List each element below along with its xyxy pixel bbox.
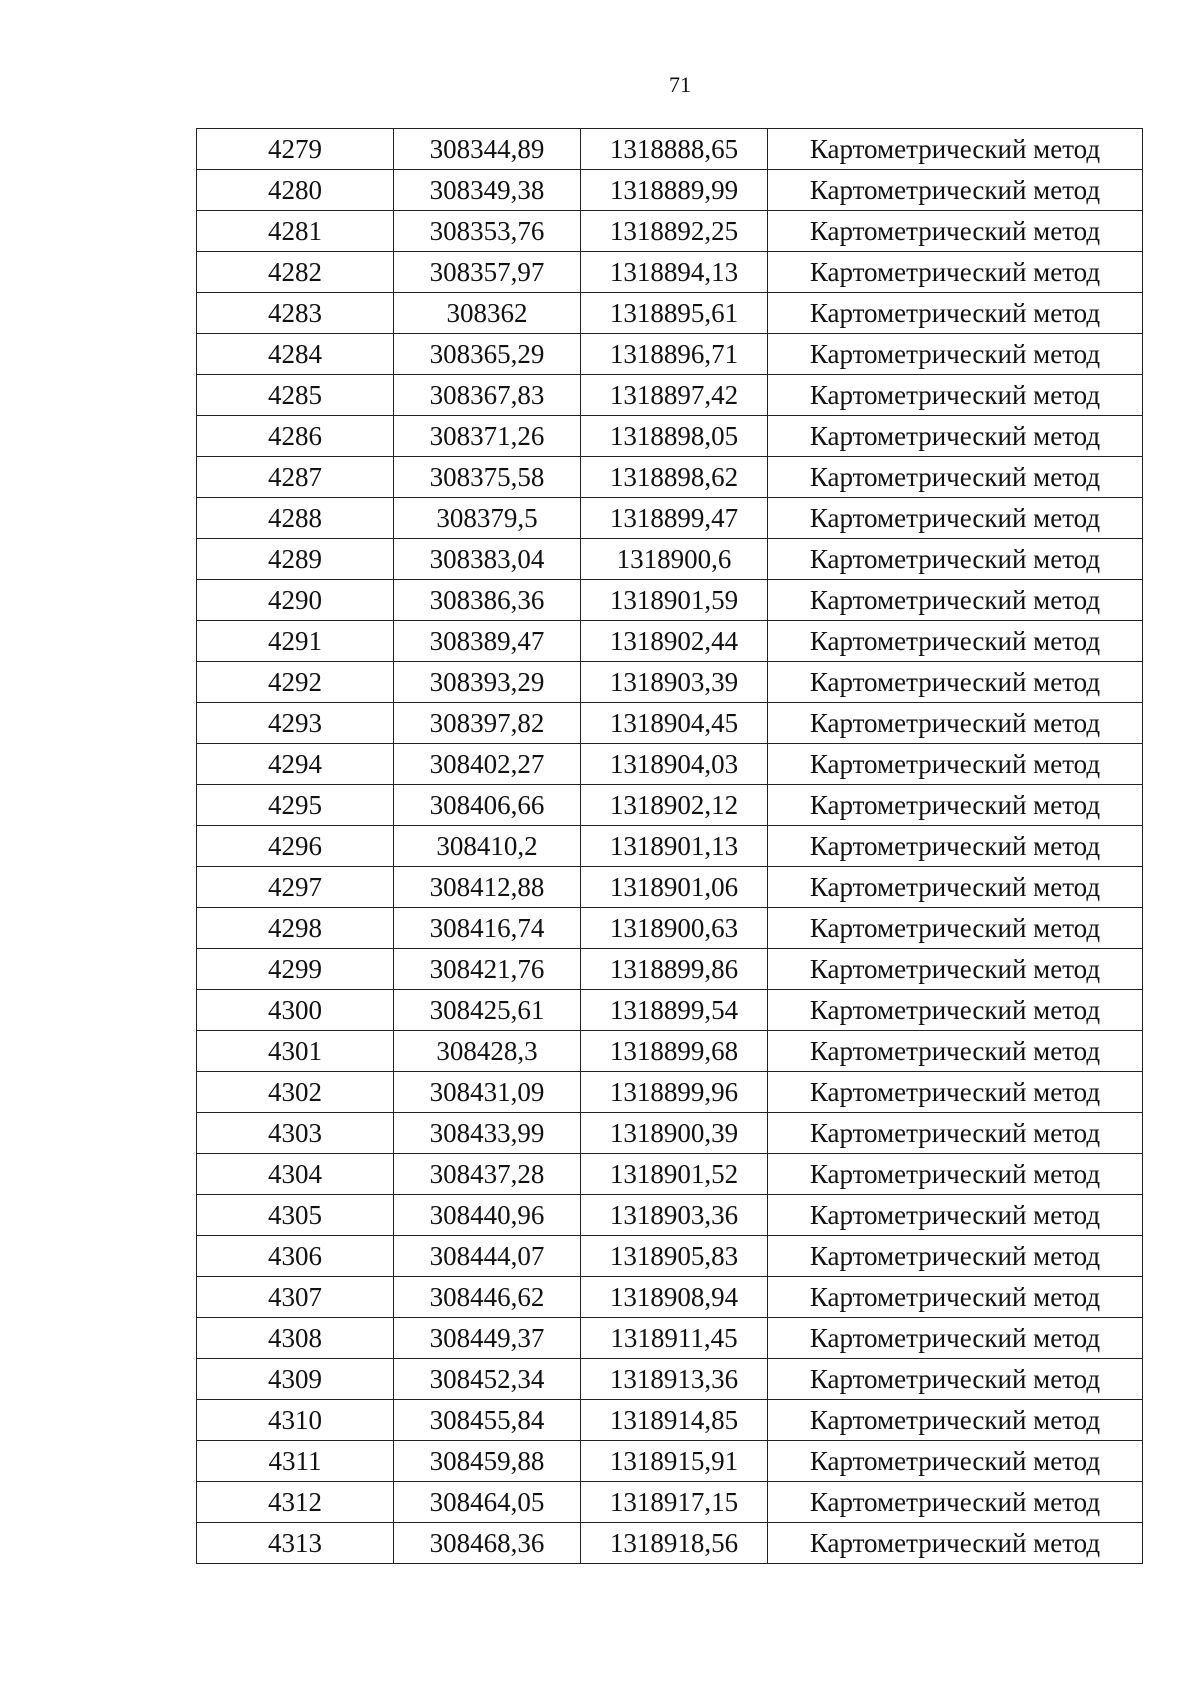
method-cell: Картометрический метод — [768, 1195, 1143, 1236]
y-coordinate-cell: 1318901,59 — [581, 580, 768, 621]
method-cell: Картометрический метод — [768, 1277, 1143, 1318]
x-coordinate-cell: 308431,09 — [394, 1072, 581, 1113]
method-cell: Картометрический метод — [768, 1359, 1143, 1400]
y-coordinate-cell: 1318889,99 — [581, 170, 768, 211]
point-number-cell: 4291 — [197, 621, 394, 662]
point-number-cell: 4294 — [197, 744, 394, 785]
point-number-cell: 4289 — [197, 539, 394, 580]
y-coordinate-cell: 1318900,6 — [581, 539, 768, 580]
y-coordinate-cell: 1318899,68 — [581, 1031, 768, 1072]
method-cell: Картометрический метод — [768, 744, 1143, 785]
x-coordinate-cell: 308393,29 — [394, 662, 581, 703]
y-coordinate-cell: 1318892,25 — [581, 211, 768, 252]
x-coordinate-cell: 308444,07 — [394, 1236, 581, 1277]
method-cell: Картометрический метод — [768, 1318, 1143, 1359]
table-row — [197, 1523, 1143, 1564]
point-number-cell: 4298 — [197, 908, 394, 949]
x-coordinate-cell: 308386,36 — [394, 580, 581, 621]
x-coordinate-cell: 308383,04 — [394, 539, 581, 580]
point-number-cell: 4308 — [197, 1318, 394, 1359]
y-coordinate-cell: 1318898,05 — [581, 416, 768, 457]
table-row — [197, 908, 1143, 949]
x-coordinate-cell: 308397,82 — [394, 703, 581, 744]
y-coordinate-cell: 1318904,45 — [581, 703, 768, 744]
y-coordinate-cell: 1318905,83 — [581, 1236, 768, 1277]
method-cell: Картометрический метод — [768, 498, 1143, 539]
y-coordinate-cell: 1318904,03 — [581, 744, 768, 785]
method-cell: Картометрический метод — [768, 334, 1143, 375]
point-number-cell: 4299 — [197, 949, 394, 990]
x-coordinate-cell: 308464,05 — [394, 1482, 581, 1523]
table-row — [197, 1400, 1143, 1441]
point-number-cell: 4287 — [197, 457, 394, 498]
y-coordinate-cell: 1318899,96 — [581, 1072, 768, 1113]
table-row — [197, 252, 1143, 293]
y-coordinate-cell: 1318901,13 — [581, 826, 768, 867]
x-coordinate-cell: 308353,76 — [394, 211, 581, 252]
method-cell: Картометрический метод — [768, 1236, 1143, 1277]
x-coordinate-cell: 308459,88 — [394, 1441, 581, 1482]
point-number-cell: 4300 — [197, 990, 394, 1031]
point-number-cell: 4296 — [197, 826, 394, 867]
x-coordinate-cell: 308421,76 — [394, 949, 581, 990]
point-number-cell: 4311 — [197, 1441, 394, 1482]
table-row — [197, 1277, 1143, 1318]
x-coordinate-cell: 308367,83 — [394, 375, 581, 416]
method-cell: Картометрический метод — [768, 416, 1143, 457]
method-cell: Картометрический метод — [768, 1072, 1143, 1113]
table-row — [197, 334, 1143, 375]
table-row — [197, 1318, 1143, 1359]
point-number-cell: 4302 — [197, 1072, 394, 1113]
point-number-cell: 4288 — [197, 498, 394, 539]
y-coordinate-cell: 1318898,62 — [581, 457, 768, 498]
y-coordinate-cell: 1318900,63 — [581, 908, 768, 949]
y-coordinate-cell: 1318903,36 — [581, 1195, 768, 1236]
y-coordinate-cell: 1318888,65 — [581, 129, 768, 170]
y-coordinate-cell: 1318894,13 — [581, 252, 768, 293]
y-coordinate-cell: 1318902,44 — [581, 621, 768, 662]
table-row — [197, 867, 1143, 908]
x-coordinate-cell: 308428,3 — [394, 1031, 581, 1072]
x-coordinate-cell: 308375,58 — [394, 457, 581, 498]
y-coordinate-cell: 1318918,56 — [581, 1523, 768, 1564]
point-number-cell: 4281 — [197, 211, 394, 252]
x-coordinate-cell: 308371,26 — [394, 416, 581, 457]
point-number-cell: 4284 — [197, 334, 394, 375]
table-row — [197, 1236, 1143, 1277]
method-cell: Картометрический метод — [768, 703, 1143, 744]
y-coordinate-cell: 1318899,47 — [581, 498, 768, 539]
method-cell: Картометрический метод — [768, 621, 1143, 662]
table-row — [197, 375, 1143, 416]
page-number: 71 — [669, 72, 691, 97]
point-number-cell: 4295 — [197, 785, 394, 826]
method-cell: Картометрический метод — [768, 990, 1143, 1031]
table-row — [197, 744, 1143, 785]
method-cell: Картометрический метод — [768, 785, 1143, 826]
point-number-cell: 4303 — [197, 1113, 394, 1154]
table-row — [197, 1031, 1143, 1072]
table-row — [197, 539, 1143, 580]
x-coordinate-cell: 308468,36 — [394, 1523, 581, 1564]
method-cell: Картометрический метод — [768, 293, 1143, 334]
point-number-cell: 4313 — [197, 1523, 394, 1564]
table-row — [197, 1072, 1143, 1113]
table-row — [197, 1441, 1143, 1482]
y-coordinate-cell: 1318917,15 — [581, 1482, 768, 1523]
method-cell: Картометрический метод — [768, 252, 1143, 293]
table-row — [197, 990, 1143, 1031]
method-cell: Картометрический метод — [768, 375, 1143, 416]
method-cell: Картометрический метод — [768, 1113, 1143, 1154]
method-cell: Картометрический метод — [768, 908, 1143, 949]
y-coordinate-cell: 1318895,61 — [581, 293, 768, 334]
point-number-cell: 4306 — [197, 1236, 394, 1277]
y-coordinate-cell: 1318914,85 — [581, 1400, 768, 1441]
x-coordinate-cell: 308412,88 — [394, 867, 581, 908]
x-coordinate-cell: 308446,62 — [394, 1277, 581, 1318]
point-number-cell: 4307 — [197, 1277, 394, 1318]
method-cell: Картометрический метод — [768, 1031, 1143, 1072]
table-row — [197, 129, 1143, 170]
x-coordinate-cell: 308379,5 — [394, 498, 581, 539]
point-number-cell: 4297 — [197, 867, 394, 908]
x-coordinate-cell: 308449,37 — [394, 1318, 581, 1359]
coordinates-table-body — [197, 129, 1143, 1564]
point-number-cell: 4285 — [197, 375, 394, 416]
table-row — [197, 949, 1143, 990]
method-cell: Картометрический метод — [768, 1482, 1143, 1523]
method-cell: Картометрический метод — [768, 539, 1143, 580]
coordinates-table — [196, 128, 1143, 1564]
point-number-cell: 4282 — [197, 252, 394, 293]
table-row — [197, 457, 1143, 498]
table-row — [197, 211, 1143, 252]
y-coordinate-cell: 1318897,42 — [581, 375, 768, 416]
point-number-cell: 4304 — [197, 1154, 394, 1195]
table-row — [197, 416, 1143, 457]
method-cell: Картометрический метод — [768, 129, 1143, 170]
x-coordinate-cell: 308365,29 — [394, 334, 581, 375]
point-number-cell: 4293 — [197, 703, 394, 744]
x-coordinate-cell: 308389,47 — [394, 621, 581, 662]
table-row — [197, 1195, 1143, 1236]
y-coordinate-cell: 1318902,12 — [581, 785, 768, 826]
y-coordinate-cell: 1318913,36 — [581, 1359, 768, 1400]
point-number-cell: 4301 — [197, 1031, 394, 1072]
x-coordinate-cell: 308416,74 — [394, 908, 581, 949]
x-coordinate-cell: 308425,61 — [394, 990, 581, 1031]
y-coordinate-cell: 1318915,91 — [581, 1441, 768, 1482]
point-number-cell: 4286 — [197, 416, 394, 457]
y-coordinate-cell: 1318900,39 — [581, 1113, 768, 1154]
x-coordinate-cell: 308406,66 — [394, 785, 581, 826]
y-coordinate-cell: 1318903,39 — [581, 662, 768, 703]
method-cell: Картометрический метод — [768, 662, 1143, 703]
table-row — [197, 1482, 1143, 1523]
x-coordinate-cell: 308437,28 — [394, 1154, 581, 1195]
method-cell: Картометрический метод — [768, 170, 1143, 211]
table-row — [197, 785, 1143, 826]
table-row — [197, 580, 1143, 621]
x-coordinate-cell: 308344,89 — [394, 129, 581, 170]
table-row — [197, 1359, 1143, 1400]
table-row — [197, 826, 1143, 867]
x-coordinate-cell: 308433,99 — [394, 1113, 581, 1154]
x-coordinate-cell: 308357,97 — [394, 252, 581, 293]
y-coordinate-cell: 1318908,94 — [581, 1277, 768, 1318]
x-coordinate-cell: 308362 — [394, 293, 581, 334]
method-cell: Картометрический метод — [768, 211, 1143, 252]
method-cell: Картометрический метод — [768, 580, 1143, 621]
table-row — [197, 293, 1143, 334]
method-cell: Картометрический метод — [768, 1523, 1143, 1564]
x-coordinate-cell: 308410,2 — [394, 826, 581, 867]
table-row — [197, 170, 1143, 211]
point-number-cell: 4290 — [197, 580, 394, 621]
point-number-cell: 4280 — [197, 170, 394, 211]
method-cell: Картометрический метод — [768, 457, 1143, 498]
y-coordinate-cell: 1318901,06 — [581, 867, 768, 908]
table-row — [197, 1113, 1143, 1154]
y-coordinate-cell: 1318901,52 — [581, 1154, 768, 1195]
x-coordinate-cell: 308440,96 — [394, 1195, 581, 1236]
method-cell: Картометрический метод — [768, 1441, 1143, 1482]
table-row — [197, 621, 1143, 662]
method-cell: Картометрический метод — [768, 1400, 1143, 1441]
x-coordinate-cell: 308455,84 — [394, 1400, 581, 1441]
method-cell: Картометрический метод — [768, 867, 1143, 908]
y-coordinate-cell: 1318899,86 — [581, 949, 768, 990]
point-number-cell: 4310 — [197, 1400, 394, 1441]
table-row — [197, 703, 1143, 744]
point-number-cell: 4312 — [197, 1482, 394, 1523]
y-coordinate-cell: 1318911,45 — [581, 1318, 768, 1359]
table-row — [197, 1154, 1143, 1195]
point-number-cell: 4309 — [197, 1359, 394, 1400]
method-cell: Картометрический метод — [768, 949, 1143, 990]
x-coordinate-cell: 308402,27 — [394, 744, 581, 785]
method-cell: Картометрический метод — [768, 1154, 1143, 1195]
x-coordinate-cell: 308349,38 — [394, 170, 581, 211]
point-number-cell: 4283 — [197, 293, 394, 334]
y-coordinate-cell: 1318896,71 — [581, 334, 768, 375]
point-number-cell: 4279 — [197, 129, 394, 170]
table-row — [197, 498, 1143, 539]
point-number-cell: 4305 — [197, 1195, 394, 1236]
method-cell: Картометрический метод — [768, 826, 1143, 867]
table-row — [197, 662, 1143, 703]
y-coordinate-cell: 1318899,54 — [581, 990, 768, 1031]
point-number-cell: 4292 — [197, 662, 394, 703]
x-coordinate-cell: 308452,34 — [394, 1359, 581, 1400]
